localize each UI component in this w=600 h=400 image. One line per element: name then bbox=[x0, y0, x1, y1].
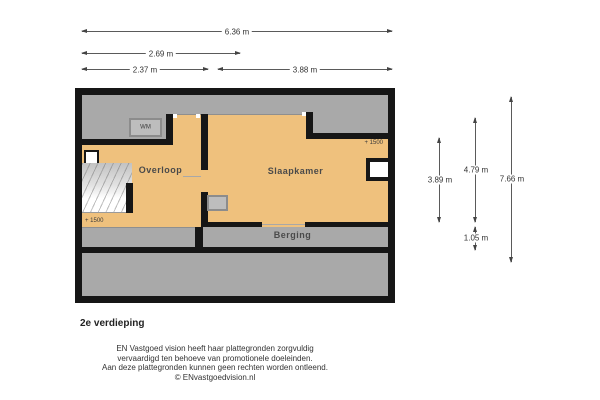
door-overloop-slaapkamer bbox=[183, 176, 201, 177]
arrow-up-icon bbox=[509, 96, 513, 102]
dimension-room-depth bbox=[463, 118, 489, 222]
stair-wall bbox=[126, 183, 133, 213]
disclaimer-text bbox=[40, 344, 390, 382]
dimension-total-depth bbox=[499, 97, 525, 262]
room-label-berging: Berging bbox=[273, 230, 312, 240]
fixture-box bbox=[207, 195, 228, 211]
washing-machine bbox=[129, 118, 162, 137]
arrow-left-icon bbox=[81, 29, 87, 33]
dimension-label: 3.89 m bbox=[425, 176, 455, 185]
arrow-right-icon bbox=[387, 29, 393, 33]
dimension-label: 1.05 m bbox=[461, 234, 491, 243]
door-post bbox=[302, 112, 306, 116]
dimension-label: 7.66 m bbox=[497, 175, 527, 184]
dimension-total-width bbox=[82, 27, 392, 37]
arrow-right-icon bbox=[387, 67, 393, 71]
height-marker-right: + 1500 bbox=[364, 140, 383, 146]
arrow-left-icon bbox=[81, 51, 87, 55]
floor-title: 2e verdieping bbox=[80, 318, 145, 329]
arrow-up-icon bbox=[473, 117, 477, 123]
dimension-slaapkamer-depth bbox=[427, 138, 453, 222]
bedroom-window bbox=[366, 158, 388, 181]
dimension-label: 2.69 m bbox=[146, 50, 176, 59]
arrow-left-icon bbox=[217, 67, 223, 71]
arrow-down-icon bbox=[473, 217, 477, 223]
wall-overloop-slaapkamer-upper bbox=[201, 114, 208, 170]
roof-strip-top bbox=[82, 95, 388, 115]
door-post bbox=[173, 114, 177, 118]
door-post bbox=[196, 114, 200, 118]
roof-strip-left bbox=[82, 227, 195, 247]
dimension-label: 4.79 m bbox=[461, 166, 491, 175]
wall-segment bbox=[82, 139, 173, 145]
arrow-left-icon bbox=[81, 67, 87, 71]
height-marker-left: + 1500 bbox=[85, 218, 104, 224]
arrow-up-icon bbox=[473, 226, 477, 232]
dimension-label: 2.37 m bbox=[130, 66, 160, 75]
dimension-overloop-span bbox=[82, 49, 240, 59]
arrow-right-icon bbox=[203, 67, 209, 71]
arrow-down-icon bbox=[437, 217, 441, 223]
wm-label: WM bbox=[140, 124, 151, 130]
dimension-label: 3.88 m bbox=[290, 66, 320, 75]
arrow-down-icon bbox=[473, 245, 477, 251]
floorplan-drawing bbox=[75, 88, 395, 303]
door-berging bbox=[262, 224, 305, 225]
wall-segment bbox=[306, 112, 313, 139]
arrow-down-icon bbox=[509, 257, 513, 263]
disclaimer-line: © ENvastgoedvision.nl bbox=[174, 372, 256, 382]
room-label-slaapkamer: Slaapkamer bbox=[267, 166, 324, 176]
roof-strip-bottom bbox=[82, 253, 388, 296]
roof-strip-bedroom bbox=[313, 114, 388, 133]
wall-segment bbox=[313, 133, 388, 139]
arrow-right-icon bbox=[235, 51, 241, 55]
disclaimer-line: vervaardigd ten behoeve van promotionele doeleinden. bbox=[117, 353, 313, 363]
dimension-slaapkamer-width bbox=[218, 65, 392, 75]
disclaimer-line: EN Vastgoed vision heeft haar plattegronden zorgvuldig bbox=[116, 344, 314, 353]
dimension-berging-depth bbox=[463, 227, 489, 250]
dimension-label: 6.36 m bbox=[222, 28, 252, 37]
dimension-overloop-width bbox=[82, 65, 208, 75]
room-label-overloop: Overloop bbox=[138, 165, 183, 175]
arrow-up-icon bbox=[437, 137, 441, 143]
disclaimer-line: Aan deze plattegronden kunnen geen rechten worden ontleend. bbox=[102, 363, 328, 372]
